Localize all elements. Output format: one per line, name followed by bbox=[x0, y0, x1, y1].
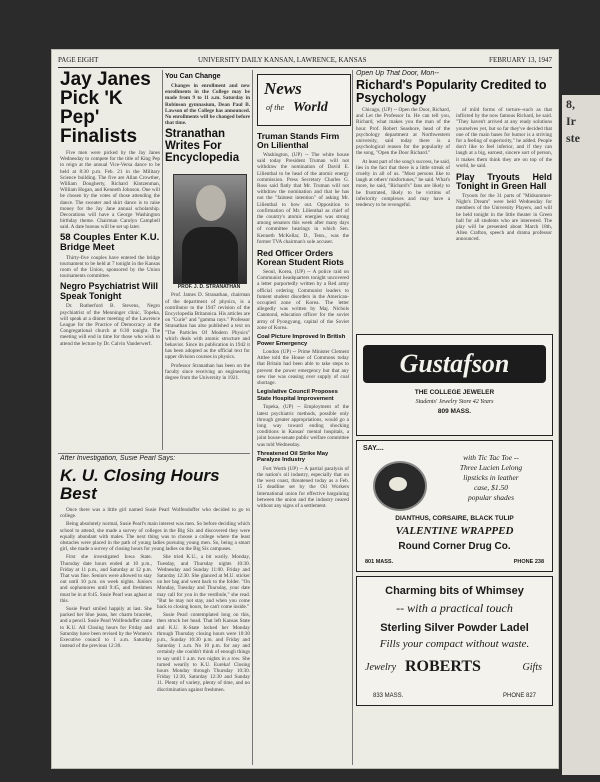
roberts-gifts: Gifts bbox=[522, 662, 542, 673]
roberts-phone: PHONE 827 bbox=[502, 693, 536, 699]
next-page-strip bbox=[562, 95, 600, 775]
banner-kicker: After Investigation, Susie Pearl Says: bbox=[60, 455, 176, 462]
valentine-line: VALENTINE WRAPPED bbox=[395, 525, 514, 537]
oil-headline: Threatened Oil Strike May Paralyze Industry bbox=[257, 450, 329, 464]
portrait-face bbox=[196, 185, 226, 221]
store-phone: PHONE 238 bbox=[513, 559, 544, 565]
jay-janes-body: Five men were picked by the Jay Janes Wednesday to compete for the title of King Pep to reign at the annual Vice-Versa dance to be held at 8:30 p.m. Feb. 21 in the Military Science building. The five are Allan Crowther, William Dougherty, Richard Kintzenman, William Hogan, and Kenneth Johnson. One will be chosen by the votes of those attending the dance. The sweater and skirt dance is to raise money for the Jay Jane annual scholarship. Decorations will have a George Washington birthday theme. Chairman Carolyn Campbell said. A date bureau will be set up later. bbox=[60, 150, 160, 231]
gustafson-logo: Gustafson bbox=[363, 345, 546, 383]
column-divider bbox=[162, 70, 163, 450]
closing-columns bbox=[60, 554, 250, 754]
roberts-jewelry: Jewelry bbox=[365, 662, 397, 673]
store-name: Round Corner Drug Co. bbox=[398, 541, 511, 552]
richard-col-left: Chicago, (UP) -- Open the Door, Richard, and Let the Professor In. He can tell you, Richard, what makes you the man of the hour. Prof. Robert Seashore, head of the psychology department at Northwestern university, said today there is a psychological reason for the popularity of the song, "Open the Door Richard." At least part of the song's success, he said, lies in the fact that there is a little streak of cruelty in all of us. "Most persons like to laugh at others' misfortunes," he said. What's more, he said, "Richard's" fans are likely to be frustrated, likely to be victims of inferiority complexes and may have a tendency to be revengeful. bbox=[356, 107, 450, 209]
stranathan-portrait bbox=[173, 174, 247, 284]
next-page-letter-1: 8, bbox=[566, 97, 575, 111]
roberts-line-1: Charming bits of Whimsey bbox=[385, 585, 524, 597]
lipstick-case-icon bbox=[373, 461, 427, 511]
newspaper-page bbox=[52, 50, 558, 768]
news-word: News bbox=[264, 79, 302, 98]
closing-col-right: She tried K.U., a bit warily. Monday, Tuesday, and Thursday nights 10:30. Wednesday and Sunday 11:00. Friday and Saturday 12:30. She glanced at M.U. sticker on her bag and went back to the folder. "On Monday, Tuesday and Thursday, your date may call for you in the vestibule," she read. "But he may not stay, and when you come back to closing hours, he can't come inside." Susie Pearl contemplated long on this, then struck her head. That left Kansas State and K.U. K-State locked her Monday through Thursday closing hours were 10:30 p.m., Sunday 10:30 p.m. and Friday and Saturday 1 a.m. No 10 p.m. for any and certainly she couldn't think of enough things to say until 1 a.m. two nights in a row. She turned wearily to K.U. Eureka! Closing hours Monday through Thursday 10:30. Friday 12:30, Saturday 12:30 and Sunday 11. Plenty of variety, plenty of time, and no discrimination against freshmen. bbox=[157, 554, 250, 693]
ad-line-5: popular shades bbox=[467, 493, 515, 502]
gustafson-address: 809 MASS. bbox=[437, 408, 472, 415]
news-of-the: of the bbox=[266, 103, 284, 112]
hospital-body: Topeka, (UP) -- Employment of the latest psychiatric methods, possible only through greater appropriations, would go a long way toward ending shocking conditions in Kansas' mental hospitals, a joint house-senate public welfare committee was told Wednesday. bbox=[257, 404, 349, 448]
round-corner-ad bbox=[356, 440, 553, 572]
left-column bbox=[60, 70, 160, 465]
say-text: SAY.... bbox=[363, 445, 384, 452]
bridge-body: Thirty-five couples have entered the bridge tournament to be held at 7 tonight in the Kansas room of the Union, sponsored by the Union tournaments committee. bbox=[60, 254, 160, 280]
case-center-icon bbox=[389, 477, 407, 491]
ad-line-3: lipsticks in leather bbox=[463, 473, 519, 482]
jay-janes-headline: Jay Janes Pick 'K Pep' Finalists bbox=[60, 70, 151, 147]
truman-headline: Truman Stands Firm On Lilienthal bbox=[257, 131, 340, 150]
banner-rule bbox=[58, 453, 250, 454]
roberts-name: ROBERTS bbox=[405, 658, 481, 675]
roberts-ad bbox=[356, 576, 553, 706]
gustafson-sub: Students' Jewelry Store 42 Years bbox=[415, 399, 494, 405]
you-can-change-body: Changes in enrollment and new enrollments in the College may be made from 9 to 11 a.m. Saturday in Robinson gymnasium, Dean Paul B. Lawson of the College has announced. No enrollments will be changed before that time. bbox=[165, 83, 250, 127]
portrait-suit bbox=[182, 227, 238, 283]
coal-body: London (UP) -- Prime Minister Clement Attlee told the House of Commons today that Britain had been able to take steps to prevent the power emergency but that any new rise was ceasing over supply of coal shortage. bbox=[257, 349, 349, 387]
richard-headline: Richard's Popularity Credited to Psychology bbox=[356, 78, 547, 105]
news-world-word: World bbox=[293, 100, 328, 115]
bridge-headline: 58 Couples Enter K.U. Bridge Meet bbox=[60, 231, 160, 253]
issue-date: FEBRUARY 13, 1947 bbox=[489, 56, 552, 64]
lipstick-copy bbox=[435, 453, 547, 503]
roberts-signature bbox=[357, 658, 552, 676]
page-number: PAGE EIGHT bbox=[58, 56, 99, 64]
paper-title: UNIVERSITY DAILY KANSAN, LAWRENCE, KANSAS bbox=[198, 56, 367, 64]
play-tryouts-headline: Play Tryouts Held Tonight in Green Hall bbox=[456, 172, 552, 192]
news-of-world-box bbox=[257, 74, 351, 126]
roberts-line-4: Fills your compact without waste. bbox=[379, 638, 530, 650]
roberts-line-2: -- with a practical touch bbox=[396, 601, 513, 615]
hospital-headline: Legislative Council Proposes State Hospital Improvement bbox=[257, 389, 338, 402]
stranathan-headline: Stranathan Writes For Encyclopedia bbox=[165, 128, 240, 165]
brands-line: DIANTHUS, CORSAIRE, BLACK TULIP bbox=[395, 515, 514, 522]
gustafson-ad bbox=[356, 334, 553, 436]
store-address: 801 MASS. bbox=[365, 559, 394, 565]
coal-headline: Coal Picture Improved In British Power Emergency bbox=[257, 334, 346, 347]
stranathan-body: Prof. James D. Stranathan, chairman of the department of physics, is a contributor to the 1947 revision of the Encyclopedia Britannica. His articles are on "Curie" and "gamma rays." Professor Stranathan has also published a text on "The Particles Of Modern Physics" which deals with atomic structure and behavior. Since its publication in 1942 it has been adopted as the official text for upper division courses in physics. Professor Stranathan has been on the faculty since receiving an engineering degree from the University in 1921. bbox=[165, 292, 250, 382]
closing-col-left: First she investigated Iowa State. Thursday date hours ended at 10 p.m., Friday at 11 p.m., and Saturday at 12 p.m. That was fine. Seniors were allowed to stay out until 10 p.m. on week nights. Juniors and sophomores until 9:45, and freshmen must be in at 8:45. Susie Pearl was aghast at this. Susie Pearl smiled happily at last. She packed her blue jeans, her charm bracelet, and a pencil. Susie Pearl Wolfendoffer came to K.U. All Closing hours for Friday and Saturday have been revised by the Women's Executive council to 1 a.m. Saturday instead of the previous 12:30. bbox=[60, 554, 153, 650]
richard-story bbox=[356, 70, 552, 332]
oil-body: Fort Worth (UP) -- A partial paralysis of the nation's oil industry, especially that on the west coast, threatened today as a Feb. 15 deadline set by the Oil Workers International union for effective bargaining between the union and the industry neared without any signs of a settlement. bbox=[257, 465, 349, 509]
closing-lead: Once there was a little girl named Susie Pearl Wolfendoffer who decided to go to college. Being absolutely normal, Susie Pearl's main interest was men. So before deciding which school to attend, she made a survey of colleges in the Big Six and discovered they were equally abundant with males. The next thing was to choose a college where the least obstacles were placed in the path of young ladies pursuing young men. So, being a smart girl, she made a survey of closing hours for young ladies on the Big Six campuses. bbox=[60, 507, 250, 553]
ad-line-2: Three Lucien Lelong bbox=[459, 463, 523, 472]
next-page-letter-2: Ir bbox=[566, 114, 576, 128]
portrait-caption: PROF. J. D. STRANATHAN bbox=[177, 284, 241, 290]
truman-body: Washington, (UP) -- The white house said today President Truman will not withdraw the nomination of David E. Lilienthal to be head of the atomic energy commission. Press Secretary Charles G. Ross said flatly that Mr. Truman will not withdraw the nomination and that he has not the "faintest intention" of asking Mr. Lilienthal to bow out. Opposition to confirmation of Mr. Lilienthal as chief of the country's atomic energies was strong among senators this week after many days of committee hearings in which Sen. Kenneth McKellar, D., Tenn., was the former TVA chairman's sole accuser. bbox=[257, 152, 349, 245]
richard-kicker: Open Up That Door, Mon-- bbox=[356, 70, 439, 77]
column-divider-2 bbox=[252, 70, 253, 765]
ad-line-4: case, $1.50 bbox=[474, 483, 508, 492]
richard-col-right: of mild forms of torture--such as that inflicted by the now famous Richard, he said. "They haven't arrived at any ready solutions yourselves yet, but so far they've decided that one of the main bases for humor is a striving for a feeling of superiority," he added. People don't like to feel inferior, and if they can laugh at a big, earnest, sincere sort of person, it makes them think they are on top of the world, he said. Play Tryouts Held Tonight in Green Hall Tryouts for the 31 parts of "Midsummer-Night's Dream" were held Wednesday for members of the University Players, and will be held tonight in the little theater in Green hall for all students who are interested. The play will be presented about March 18th, Allen Crafton, speech and drama professor announced. bbox=[456, 107, 552, 243]
psychiatrist-body: Dr. Rutherford B. Stevens, Negro psychiatrist of the Menninger clinic, Topeka, will speak at a dinner meeting of the Lawrence League for the Practice of Democracy at the Congregational church at 6:30 tonight. The meeting will end in time for those who wish to attend the lecture by Dr. Calvin Vanderwerf. bbox=[60, 303, 160, 347]
news-column bbox=[257, 128, 349, 765]
masthead bbox=[58, 56, 552, 66]
masthead-rule bbox=[58, 67, 552, 68]
next-page-letter-3: ste bbox=[566, 131, 580, 145]
closing-hours-story bbox=[60, 467, 250, 763]
roberts-address: 833 MASS. bbox=[373, 693, 404, 699]
korea-headline: Red Officer Orders Korean Student Riots bbox=[257, 248, 344, 268]
ad-line-1: with Tic Tac Toe -- bbox=[463, 453, 519, 462]
column-divider-3 bbox=[352, 70, 353, 765]
psychiatrist-headline: Negro Psychiatrist Will Speak Tonight bbox=[60, 281, 158, 302]
korea-body: Seoul, Korea, (UP) -- A police raid on Communist headquarters tonight uncovered a letter purportedly written by a Red army official ordering Communist leaders to foment student disorders in the American-occupied zone of Korea. The letter allegedly was written by Maj. Nichols Canmond, education officer for the soviet army of Pyongyang, capital of the Soviet zone of Korea. bbox=[257, 269, 349, 331]
gustafson-tagline: THE COLLEGE JEWELER bbox=[414, 389, 495, 396]
closing-hours-headline: K. U. Closing Hours Best bbox=[60, 467, 220, 503]
roberts-line-3: Sterling Silver Powder Ladel bbox=[380, 622, 529, 634]
you-can-change-headline: You Can Change bbox=[165, 73, 221, 80]
richard-columns bbox=[356, 107, 552, 332]
